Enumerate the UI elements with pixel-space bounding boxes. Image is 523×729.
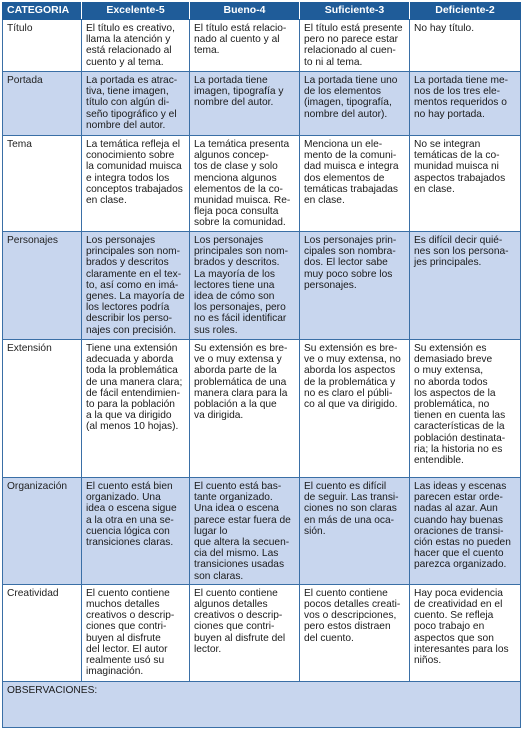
table-row (3, 20, 521, 72)
table-row (3, 232, 521, 340)
table-row (3, 340, 521, 478)
header-category: CATEGORIA (3, 3, 82, 20)
criterion-text: El cuento está bien organizado. Una idea o escena sigue a la otra en una se- cuencia lógica con transiciones claras. (86, 481, 177, 549)
rubric-table (2, 2, 521, 728)
criterion-cell-bueno (190, 584, 300, 681)
criterion-cell-bueno (190, 340, 300, 478)
criterion-cell-excelente (82, 232, 190, 340)
table-row (3, 478, 521, 585)
rubric-body (3, 20, 521, 682)
criterion-text: Su extensión es bre- ve o muy extensa y aborda parte de la problemática de una manera clara para la población a la que va dirigida. (194, 343, 288, 422)
criterion-cell-deficiente (410, 72, 521, 136)
criterion-cell-excelente (82, 136, 190, 232)
criterion-text: Menciona un ele- mento de la comuni- dad muisca e integra dos elementos de temáticas trabajadas en clase. (304, 139, 399, 207)
criterion-text: La portada tiene uno de los elementos (imagen, tipografía, nombre del autor). (304, 75, 398, 120)
criterion-text: Los personajes principales son nom- brados y descritos. La mayoría de los lectores tiene una idea de cómo son los personajes, pero no es fácil identificar sus roles. (194, 235, 288, 336)
criterion-text: Es difícil decir quié- nes son los persona- jes principales. (414, 235, 509, 269)
criterion-cell-deficiente (410, 340, 521, 478)
criterion-cell-suficiente (300, 20, 410, 72)
criterion-cell-deficiente (410, 136, 521, 232)
criterion-text: La portada es atrac- tiva, tiene imagen, título con algún di- seño tipográfico y el nombre del autor. (86, 75, 178, 131)
criterion-cell-suficiente (300, 340, 410, 478)
criterion-cell-bueno (190, 232, 300, 340)
header-bueno: Bueno-4 (190, 3, 300, 20)
criterion-text: El título es creativo, llama la atención y está relacionado al cuento y al tema. (86, 23, 175, 68)
header-suficiente: Suficiente-3 (300, 3, 410, 20)
criterion-text: Los personajes principales son nom- brados y descritos claramente en el tex- to, así como en imá- genes. La mayoría de los lectores podría describir los perso- najes con precisión. (86, 235, 185, 336)
category-cell: Título (3, 20, 82, 72)
criterion-cell-excelente (82, 340, 190, 478)
criterion-text: Hay poca evidencia de creatividad en el cuento. Se refleja poco trabajo en aspectos que son interesantes para los niños. (414, 587, 509, 667)
criterion-cell-suficiente (300, 478, 410, 585)
criterion-text: El cuento es difícil de seguir. Las transi- ciones no son claras en más de una oca- sión. (304, 481, 399, 537)
criterion-text: No se integran temáticas de la co- munidad muisca ni aspectos trabajados en clase. (414, 139, 506, 195)
criterion-cell-bueno (190, 136, 300, 232)
criterion-cell-bueno (190, 478, 300, 585)
category-cell: Portada (3, 72, 82, 136)
criterion-text: La temática presenta algunos concep- tos de clase y solo menciona algunos elementos de la co- munidad muisca. Re- fleja poca consulta sobre la comunidad. (194, 139, 291, 229)
criterion-text: Su extensión es demasiado breve o muy extensa, no aborda todos los aspectos de la problemática, no tienen en cuenta las características de la población destinata- ria; la historia no es entendible. (414, 343, 506, 467)
criterion-text: El título está relacio- nado al cuento y al tema. (194, 23, 287, 57)
observations-cell (3, 681, 521, 727)
observations-row (3, 681, 521, 727)
header-deficiente: Deficiente-2 (410, 3, 521, 20)
criterion-text: La temática refleja el conocimiento sobre la comunidad muisca e integra todos los conceptos trabajados en clase. (86, 139, 183, 207)
criterion-cell-excelente (82, 72, 190, 136)
header-excelente: Excelente-5 (82, 3, 190, 20)
table-row (3, 72, 521, 136)
criterion-cell-deficiente (410, 20, 521, 72)
category-cell: Personajes (3, 232, 82, 340)
criterion-text: Los personajes prin- cipales son nombra- dos. El lector sabe muy poco sobre los personajes. (304, 235, 397, 291)
criterion-cell-deficiente (410, 478, 521, 585)
criterion-text: Las ideas y escenas parecen estar orde- nadas al azar. Aun cuando hay buenas oraciones de transi- ción estas no pueden hacer que el cuento parezca organizado. (414, 481, 511, 571)
header-row (3, 3, 521, 20)
criterion-text: No hay título. (414, 23, 475, 34)
criterion-cell-excelente (82, 584, 190, 681)
criterion-cell-suficiente (300, 232, 410, 340)
table-row (3, 584, 521, 681)
criterion-text: El cuento contiene pocos detalles creati- vos o descripciones, pero estos distraen del cuento. (304, 587, 401, 644)
criterion-cell-deficiente (410, 584, 521, 681)
category-cell: Organización (3, 478, 82, 585)
criterion-text: El título está presente pero no parece estar relacionado al cuen- to ni al tema. (304, 23, 403, 68)
criterion-text: La portada tiene me- nos de los tres ele- mentos requeridos o no hay portada. (414, 75, 509, 120)
table-row (3, 136, 521, 232)
criterion-cell-bueno (190, 72, 300, 136)
criterion-cell-deficiente (410, 232, 521, 340)
criterion-text: El cuento contiene muchos detalles creativos o descrip- ciones que contri- buyen al disfrute del lector. El autor realmente usó su imaginación. (86, 587, 175, 678)
criterion-cell-excelente (82, 478, 190, 585)
criterion-text: La portada tiene imagen, tipografía y nombre del autor. (194, 75, 284, 109)
observations-label: OBSERVACIONES: (7, 684, 98, 696)
criterion-cell-suficiente (300, 72, 410, 136)
criterion-text: Tiene una extensión adecuada y aborda toda la problemática de una manera clara; de fácil entendimien- to para la población a la que va dirigido (al menos 10 hojas). (86, 343, 183, 433)
criterion-cell-suficiente (300, 136, 410, 232)
criterion-cell-bueno (190, 20, 300, 72)
criterion-cell-suficiente (300, 584, 410, 681)
category-cell: Creatividad (3, 584, 82, 681)
category-cell: Tema (3, 136, 82, 232)
criterion-text: El cuento está bas- tante organizado. Una idea o escena parece estar fuera de lugar lo que altera la secuen- cia del mismo. Las transiciones usadas son claras. (194, 481, 291, 582)
criterion-text: Su extensión es bre- ve o muy extensa, no aborda los aspectos de la problemática y no es claro el públi- co al que va dirigido. (304, 343, 401, 411)
criterion-cell-excelente (82, 20, 190, 72)
category-cell: Extensión (3, 340, 82, 478)
criterion-text: El cuento contiene algunos detalles creativos o descrip- ciones que contri- buyen al disfrute del lector. (194, 587, 286, 655)
